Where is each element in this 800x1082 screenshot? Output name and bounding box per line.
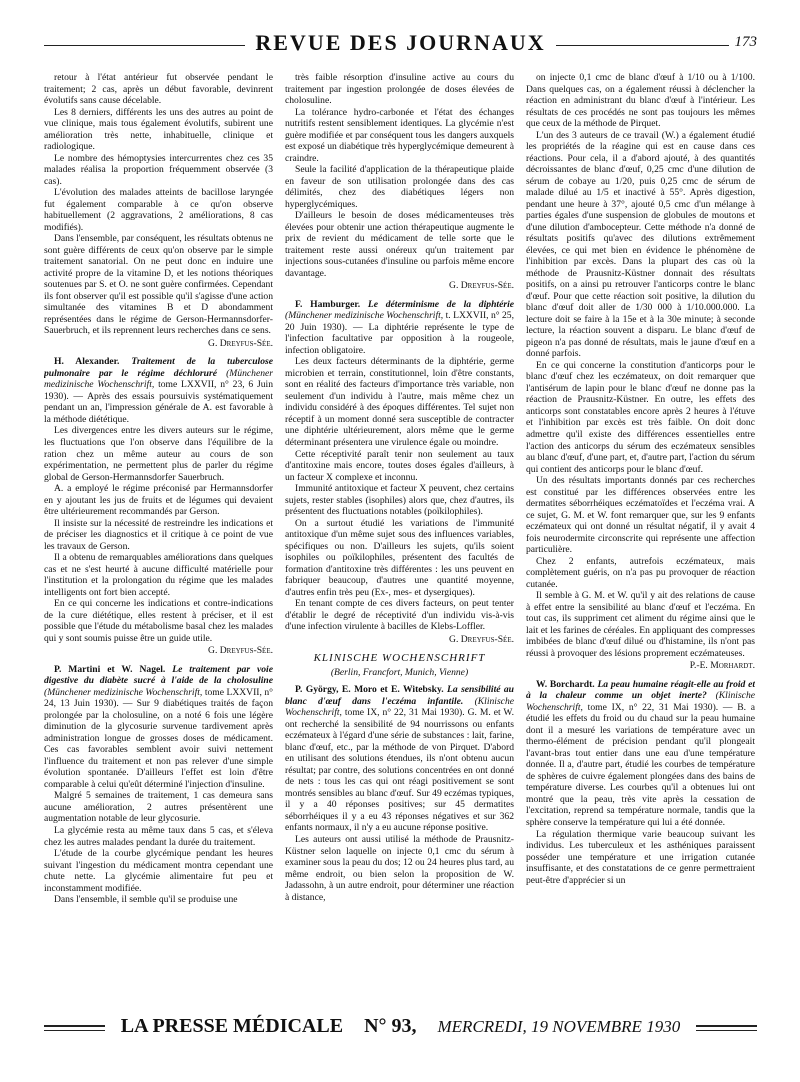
paragraph: On a surtout étudié les variations de l'immunité antitoxique d'un même sujet sous des influences variables, spécifiques ou non. D'ailleurs les sujets, qu'ils soient isophiles ou poïkilophiles, présentent des facultés de formation d'antitoxine très différentes : les uns peuvent en fabriquer beaucoup, d'autres une quantité moyenne, d'autres enfin très peu (Ex-, mes- et dysergiques).: [285, 517, 514, 598]
article-source: (Klinische Wochenschrift,: [526, 690, 755, 713]
paragraph: Dans l'ensemble, il semble qu'il se produise une: [54, 894, 238, 906]
paragraph: Dans l'ensemble, par conséquent, les résultats obtenus ne sont guère différents de ceux qu'on observe par le simple traitement sanatorial. On ne peut donc en induire une activité propre de la vitamine D, et les notions théoriques soutenues par S. et O. ne sont guère confirmées. Cependant ils font observer qu'il est possible qu'il s'agisse d'une action simultanée des vitamines B et D abondamment représentées dans le régime de Gerson-Hermannsdorfer-Sauerbruch, et ils reprennent leurs recherches dans ce sens.: [44, 233, 273, 337]
paragraph: L'évolution des malades atteints de bacillose laryngée fut également comparable à ce qu'on observe habituellement (2 aggravations, 2 améliorations, 8 cas modifiés).: [44, 187, 273, 233]
signature: G. Dreyfus-Sée.: [208, 645, 273, 657]
article-alexander: [44, 356, 273, 425]
paragraph: Immunité antitoxique et facteur X peuvent, chez certains sujets, rester stables (isophiles) alors que, chez d'autres, ils présentent des fluctuations notables (poïkilophiles).: [285, 483, 514, 518]
paragraph: En tenant compte de ces divers facteurs, on peut tenter d'établir le degré de réceptivité d'un individu vis-à-vis d'une infection virulente à bacilles de Klebs-Loffler.: [285, 598, 514, 633]
page-header: [44, 30, 757, 60]
section-subheading: (Berlin, Francfort, Munich, Vienne): [330, 666, 469, 678]
paragraph: très faible résorption d'insuline active au cours du traitement par ingestion prolongée de doses élevées de cholosuline.: [285, 72, 514, 107]
article-body: t. LXXVII, n° 25, 20 Juin 1930). — La diphtérie représente le type de l'infection facultative par opposition à la rougeole, infection obligatoire.: [285, 310, 514, 356]
paragraph: Chez 2 enfants, autrefois eczémateux, mais complètement guéris, on n'a pas pu provoquer de réaction cutanée.: [526, 555, 755, 590]
article-title: Traitement de la tuberculose pulmonaire par le régime déchloruré: [44, 356, 273, 379]
article-source: (Klinische Wochenschrift,: [285, 695, 514, 719]
issue-number: N° 93,: [356, 1015, 424, 1037]
paragraph: En ce qui concerne la constitution d'anticorps pour le blanc d'œuf chez les eczémateux, on doit remarquer que l'antisérum de lapin pour le blanc d'œuf ne donne pas la réaction de Prausnitz-Küstner. En outre, les effets des anticorps sont constatables encore après 2 heures à l'étuve et l'inhibition par excès est très faible. On doit donc admettre qu'il existe des différences essentielles entre l'action des anticorps du sérum des eczémateux sensibles au blanc d'œuf, d'une part, et, d'autre part, l'action du sérum qui contient des anticorps pour le blanc d'œuf.: [526, 359, 755, 475]
article-author: P. Martini et W. Nagel.: [54, 663, 166, 675]
paragraph: Les deux facteurs déterminants de la diphtérie, germe microbien et terrain, constitutionnel, loin d'être constants, sont en réalité des facteurs d'importance très variable, non seulement d'un individu à l'autre, mais même chez un individu considéré à des époques différentes. Tel sujet non réceptif à un moment donné sera susceptible de contracter une diphtérie ultérieurement, alors même que le germe déterminant présentera une virulence égale ou moindre.: [285, 356, 514, 448]
issue-date: MERCREDI, 19 NOVEMBRE 1930: [430, 1017, 689, 1036]
article-source: (Münchener medizinische Wochenschrift,: [44, 686, 203, 698]
column-1: [44, 72, 273, 1009]
paragraph: Il semble à G. M. et W. qu'il y ait des relations de cause à effet entre la sensibilité au blanc d'œuf et l'eczéma. En tout cas, ils suppriment cet aliment du régime ainsi que le lait et les farines de céréales. En appliquant des compresses imbibées de blanc d'œuf dilué ou d'histamine, ils n'ont pas réussi à provoquer des lésions proprement eczémateuses.: [526, 590, 755, 659]
column-3: [526, 72, 755, 1009]
article-author: P. György, E. Moro et E. Witebsky.: [295, 684, 444, 696]
article-borchardt: [526, 679, 755, 829]
article-author: F. Hamburger.: [295, 298, 361, 310]
signature: P.-E. Morhardt.: [689, 660, 755, 672]
article-source: (Münchener medizinische Wochenschrift,: [44, 367, 273, 391]
paragraph: D'ailleurs le besoin de doses médicamenteuses très élevées pour obtenir une action thérapeutique augmente le prix de revient du médicament de telle sorte que le traitement reste aussi onéreux qu'un traitement par injections sous-cutanées d'insuline ou parfois même encore davantage.: [285, 210, 514, 279]
column-2: [285, 72, 514, 1009]
section-heading: KLINISCHE WOCHENSCHRIFT: [313, 652, 486, 665]
paragraph: Malgré 5 semaines de traitement, 1 cas demeura sans aucune amélioration, 2 autres présentèrent une augmentation notable de leur glycosurie.: [44, 790, 273, 825]
article-body: tome IX, n° 22, 31 Mai 1930). G. M. et W. ont recherché la sensibilité de 94 nourrissons ou enfants eczémateux à l'égard d'une série de substances : lait, farine, blanc d'œuf, etc., par la méthode de von Pirquet. D'abord en utilisant des solutions étendues, ils n'ont obtenu aucun résultat; par contre, des solutions concentrées en ont donné de nets : tous les cas qui ont réagi positivement se sont montrés sensibles au blanc d'œuf. Sur 49 eczémas typiques, il y a 40 réponses positives; sur 45 dermatites séborrhéiques il y a eu 43 réponses négatives et sur 362 enfants normaux, il n'y a eu aucune réponse positive.: [285, 707, 514, 834]
paragraph: Seule la facilité d'application de la thérapeutique plaide en faveur de son utilisation prolongée dans des cas délimités, chez des diabétiques légers non hyperglycémiques.: [285, 164, 514, 210]
text-columns: [44, 72, 756, 1009]
signature: G. Dreyfus-Sée.: [449, 280, 514, 292]
article-hamburger: [285, 299, 514, 357]
footer-text: [105, 1015, 696, 1037]
paragraph: A. a employé le régime préconisé par Hermannsdorfer en y ajoutant les jus de fruits et de légumes qui devaient être ultérieurement recommandés par Gerson.: [44, 483, 273, 518]
article-body: tome LXXVII, n° 23, 6 Juin 1930). — Après des essais poursuivis systématiquement pendant un an, l'impression générale de A. est favorable à la méthode diététique.: [44, 379, 273, 425]
signature: G. Dreyfus-Sée.: [449, 633, 514, 645]
paragraph: Les 8 derniers, différents les uns des autres au point de vue clinique, mais tous également évolutifs, subirent une amélioration très nette, inhabituelle, clinique et radiologique.: [44, 106, 273, 153]
article-body: tome IX, n° 22, 31 Mai 1930). — B. a étudié les effets du froid ou du chaud sur la peau humaine dont il a mesuré les variations de température avec un thermo-élément de précision pendant qu'il plongeait l'avant-bras tout entier dans une eau d'une température donnée. Il a, d'autre part, étudié les courbes de température de sphères de cuivre également plongées dans des bains de température diverse. Les courbes qu'il a obtenues lui ont montré que la peau, très vite après la cessation de l'excitation, reprend sa température normale, tandis que la sphère conserve la température qui lui a été donnée.: [526, 701, 755, 828]
paragraph: Il a obtenu de remarquables améliorations dans quelques cas et ne s'est heurté à aucune difficulté matérielle pour l'institution et la prolongation du régime que les malades intelligents ont fort bien accepté.: [44, 552, 273, 598]
article-source: (Münchener medizinische Wochenschrift,: [285, 310, 444, 322]
paragraph: La tolérance hydro-carbonée et l'état des échanges nutritifs restent sensiblement identiques. La glycémie n'est guère modifiée et par conséquent tous les dangers auxquels est exposé un diabétique très hyperglycémique demeurent à craindre.: [285, 106, 514, 164]
page-number: 173: [729, 34, 758, 51]
paragraph: retour à l'état antérieur fut observée pendant le traitement; 2 cas, après un début favorable, devinrent évolutifs sans cause décelable.: [44, 72, 273, 107]
article-title: La peau humaine réagit-elle au froid et à la chaleur comme un objet inerte?: [526, 678, 755, 702]
article-gyorgy-moro-witebsky: [285, 684, 514, 834]
paragraph: Il insiste sur la nécessité de restreindre les indications et de préciser les diagnostics et il critique à ce point de vue les travaux de Gerson.: [44, 517, 273, 552]
paragraph: on injecte 0,1 cmc de blanc d'œuf à 1/10 ou à 1/100. Dans quelques cas, on a également réussi à déclencher la réaction en administrant du blanc d'œuf à l'intérieur. Les résultats de ces procédés ne sont pas toujours les mêmes que ceux de la méthode de Pirquet.: [526, 72, 755, 130]
running-title: REVUE DES JOURNAUX: [245, 30, 555, 55]
paragraph: Les auteurs ont aussi utilisé la méthode de Prausnitz-Küstner selon laquelle on injecte 0,1 cmc du sérum à examiner sous la peau du dos; 12 ou 24 heures plus tard, au même endroit, ou bien selon la proposition de W. Jadassohn, à un autre endroit, pour déterminer une réaction à distance,: [285, 834, 514, 903]
article-body: tome LXXVII, n° 24, 13 Juin 1930). — Sur 9 diabétiques traités de façon prolongée par la cholosuline, on a noté 6 fois une légère diminution de la glycosurie survenue tardivement après administration longue de grosses doses de médicament. Ces cas favorables semblent avoir suivi nettement l'influence du traitement et non pas relever d'une simple évolution spontanée. D'ailleurs l'effet est loin d'être comparable à celui qu'eût déterminé l'injection d'insuline.: [44, 686, 273, 790]
paragraph: Un des résultats importants donnés par ces recherches est constitué par les différences observées entre les dermatites séborrhéiques eczématoïdes et l'eczéma vrai. A ce sujet, G. M. et W. font remarquer que, sur les 9 enfants eczémateux qui ont donné un résultat négatif, il y avait 4 fois neurodermite circonscrite qui représente une affection particulière.: [526, 475, 755, 556]
signature: G. Dreyfus-Sée.: [208, 337, 273, 349]
paragraph: La glycémie resta au même taux dans 5 cas, et s'éleva chez les autres malades pendant la durée du traitement.: [44, 825, 273, 848]
paragraph: Cette réceptivité paraît tenir non seulement au taux d'antitoxine mais encore, toutes doses égales d'ailleurs, à un facteur X complexe et inconnu.: [285, 448, 514, 483]
paragraph: Le nombre des hémoptysies intercurrentes chez ces 35 malades réalisa la proportion fréquemment observée (3 cas).: [44, 152, 273, 187]
article-title: Le traitement par voie digestive du diabète sucré à l'aide de la cholosuline: [44, 663, 273, 687]
paragraph: Les divergences entre les divers auteurs sur le régime, les fluctuations que l'on observe dans l'équilibre de la ration chez un même auteur au cours de son expérimentation, ne permettent plus de parler du régime global de Gerson-Hermannsdorfer Sauerbruch.: [44, 425, 273, 483]
journal-name: LA PRESSE MÉDICALE: [113, 1015, 351, 1037]
article-martini-nagel: [44, 664, 273, 791]
paragraph: En ce qui concerne les indications et contre-indications de la cure diététique, elles restent à préciser, et il est possible que l'étude du métabolisme basal chez les malades qui y sont soumis puisse être un guide utile.: [44, 598, 273, 644]
paragraph: L'un des 3 auteurs de ce travail (W.) a également étudié les propriétés de la réagine qui est en cause dans ces réactions. Pour cela, il a d'abord ajouté, à des quantités décroissantes de blanc d'œuf, 0,25 cmc d'une dilution de sérum de cobaye au 1/20, puis 0,25 cmc de sérum de malade dilué au 1/5 et inactivé à 55°. Après digestion, pendant une heure à 37°, ajouté 0,5 cmc d'un mélange à parties égales d'une suspension de globules de moutons et d'une dilution d'ambocepteur. Cette méthode n'a donné de résultats positifs qu'avec des dilutions extrêmement élevées, ce qui met bien en évidence le phénomène de l'inhibition par excès. Dans la plupart des cas où la méthode de Prausnitz-Küstner donnait des résultats positifs, on a ainsi pu retrouver l'anticorps contre le blanc d'œuf. Pour que cette réaction soit positive, la dilution du blanc d'œuf doit aller de 1/30 000 à 1/10.000.000. La lecture doit se faire à la 15e et à la 30e minute; à seconde lecture, la réaction souvent a disparu. Le blanc d'œuf de pigeon n'a pas donné de résultats, mais le jaune d'œuf en a donné parfois.: [526, 129, 755, 360]
article-title: Le déterminisme de la diphtérie: [367, 298, 514, 310]
article-author: W. Borchardt.: [536, 678, 595, 690]
paragraph: La régulation thermique varie beaucoup suivant les individus. Les tuberculeux et les asthéniques paraissent posséder une température et une irrigation cutanée insuffisante, et des constatations de ce genre permettraient peut-être d'apprécier si un: [526, 828, 755, 886]
page-footer: [44, 1015, 757, 1043]
paragraph: L'étude de la courbe glycémique pendant les heures suivant l'ingestion du médicament montra cependant une chute nette. La glycémie alimentaire fut peu et inconstamment modifiée.: [44, 848, 273, 894]
article-author: H. Alexander.: [54, 356, 120, 368]
article-title: La sensibilité au blanc d'œuf dans l'eczéma infantile.: [285, 684, 514, 707]
